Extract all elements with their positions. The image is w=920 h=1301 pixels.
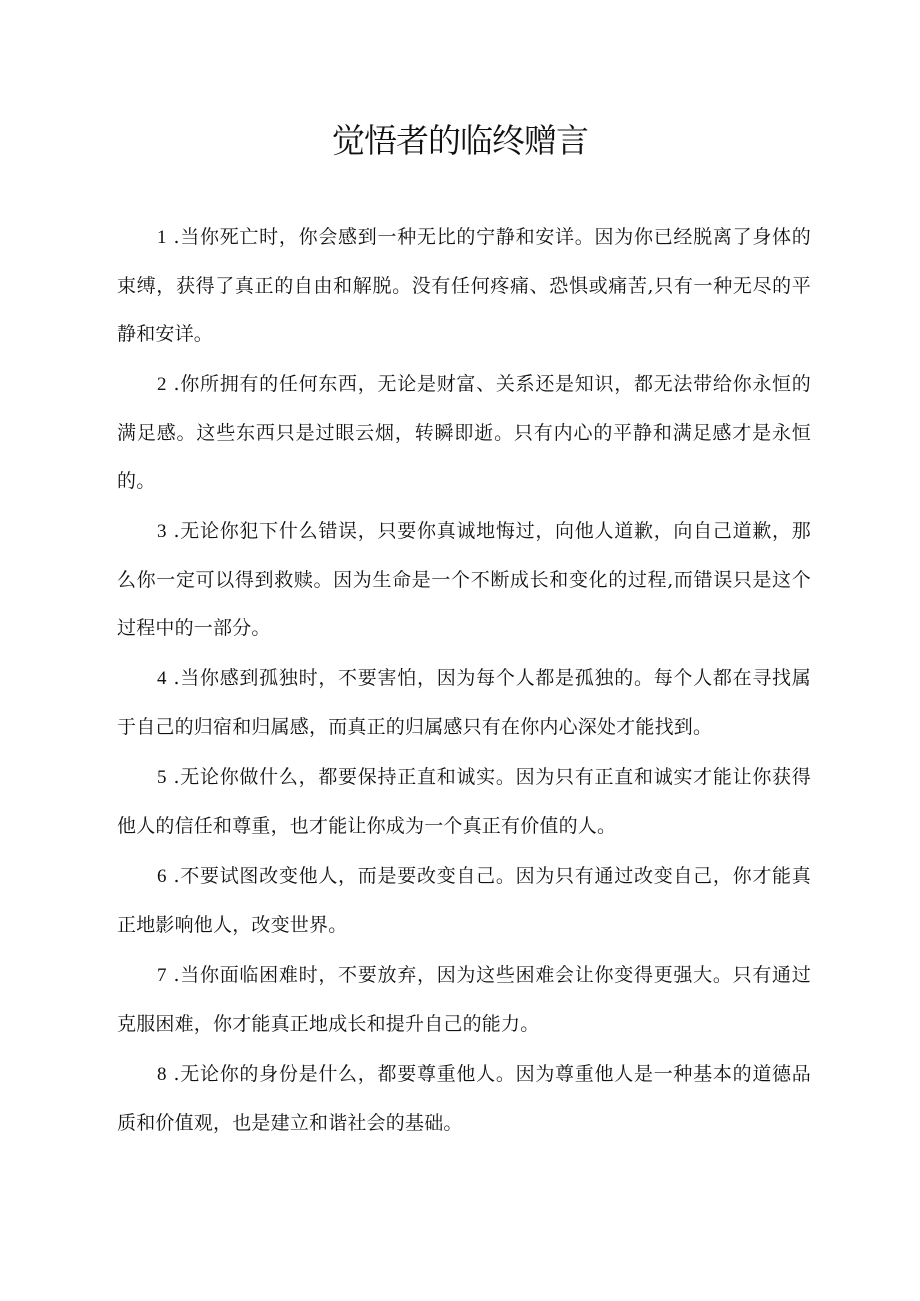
item-text: .无论你的身份是什么，都要尊重他人。因为尊重他人是一种基本的道德品质和价值观，也是建立和谐社会的基础。: [117, 1063, 811, 1134]
item-text: .当你死亡时，你会感到一种无比的宁静和安详。因为你已经脱离了身体的束缚，获得了真正的自由和解脱。没有任何疼痛、恐惧或痛苦,只有一种无尽的平静和安详。: [117, 226, 811, 345]
item-text: .当你感到孤独时，不要害怕，因为每个人都是孤独的。每个人都在寻找属于自己的归宿和归属感，而真正的归属感只有在你内心深处才能找到。: [117, 667, 811, 738]
item-number: 4: [157, 668, 167, 689]
document-title: 觉悟者的临终赠言: [332, 121, 588, 160]
item-text: .你所拥有的任何东西，无论是财富、关系还是知识，都无法带给你永恒的满足感。这些东西只是过眼云烟，转瞬即逝。只有内心的平静和满足感才是永恒的。: [117, 373, 811, 492]
item-number: 2: [157, 374, 167, 395]
item-number: 3: [157, 521, 167, 542]
item-text: .无论你犯下什么错误，只要你真诚地悔过，向他人道歉，向自己道歉，那么你一定可以得到救赎。因为生命是一个不断成长和变化的过程,而错误只是这个过程中的一部分。: [117, 520, 811, 639]
list-item: [117, 852, 811, 949]
list-item: [117, 507, 811, 652]
item-number: 5: [157, 767, 167, 788]
list-item: [117, 1050, 811, 1147]
list-item: [117, 213, 811, 358]
item-text: .当你面临困难时，不要放弃，因为这些困难会让你变得更强大。只有通过克服困难，你才能真正地成长和提升自己的能力。: [117, 964, 811, 1035]
item-text: .不要试图改变他人，而是要改变自己。因为只有通过改变自己，你才能真正地影响他人，改变世界。: [117, 865, 811, 936]
list-item: [117, 360, 811, 505]
item-number: 6: [157, 866, 167, 887]
item-number: 1: [157, 227, 167, 248]
list-item: [117, 654, 811, 751]
item-number: 7: [157, 965, 167, 986]
item-text: .无论你做什么，都要保持正直和诚实。因为只有正直和诚实才能让你获得他人的信任和尊重，也才能让你成为一个真正有价值的人。: [117, 766, 811, 837]
document-body: [117, 213, 811, 1149]
list-item: [117, 753, 811, 850]
item-number: 8: [157, 1064, 167, 1085]
list-item: [117, 951, 811, 1048]
